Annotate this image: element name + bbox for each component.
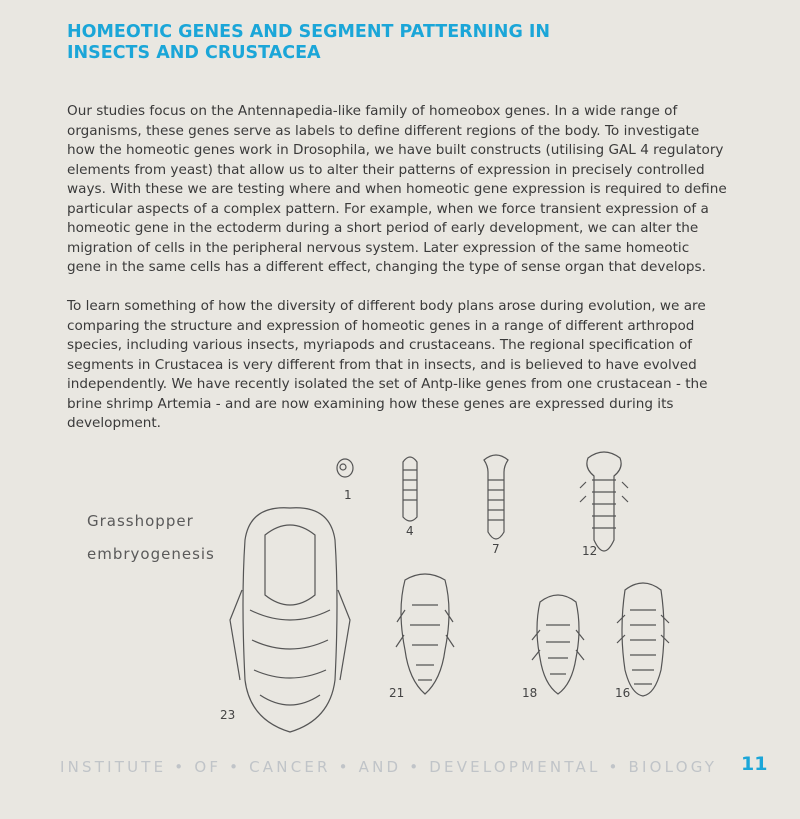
- figure-label-line-1: Grasshopper: [87, 512, 194, 530]
- stage-number-21: 21: [389, 686, 405, 700]
- embryo-stage-1-drawing: [337, 459, 353, 477]
- paragraph-2: To learn something of how the diversity of different body plans arose during evolution, we are comparing the structure and expression of homeotic genes in a range of different arthropod species, including various insects, myriapods and crustaceans. The regional specification of segments in Crustacea is very different from that in insects, and is believed to have evolved independently. We have recently isolated the set of Antp-like genes from one crustacean - the brine shrimp Artemia - and are now examining how these genes are expressed during its development.: [67, 298, 708, 431]
- embryo-stage-12-drawing: [580, 452, 628, 551]
- grasshopper-embryo-figure: [60, 440, 700, 750]
- stage-number-23: 23: [220, 708, 236, 722]
- embryo-stage-18-drawing: [532, 595, 584, 694]
- embryo-stage-7-drawing: [484, 455, 508, 539]
- embryo-stage-23-drawing: [230, 508, 350, 732]
- paragraph-1: Our studies focus on the Antennapedia-like family of homeobox genes. In a wide range of organisms, these genes serve as labels to define different regions of the body. To investigate how the homeotic genes work in Drosophila, we have built constructs (utilising GAL 4 regulatory elements from yeast) that allow us to alter their patterns of expression in precisely controlled ways. With these we are testing where and when homeotic gene expression is required to define particular aspects of a complex pattern. For example, when we force transient expression of a homeotic gene in the ectoderm during a short period of early development, we can alter the migration of cells in the peripheral nervous system. Later expression of the same homeotic gene in the same cells has a different effect, changing the type of sense organ that develops.: [67, 103, 727, 275]
- stage-number-16: 16: [615, 686, 631, 700]
- footer-institute-name: INSTITUTE • OF • CANCER • AND • DEVELOPMENTAL • BIOLOGY: [60, 758, 718, 776]
- page-title: [67, 22, 707, 64]
- title-line-2: INSECTS AND CRUSTACEA: [67, 43, 321, 63]
- embryo-drawings: [60, 440, 700, 750]
- stage-number-1: 1: [344, 488, 352, 502]
- embryo-stage-21-drawing: [396, 574, 454, 694]
- stage-number-7: 7: [492, 542, 500, 556]
- embryo-stage-4-drawing: [403, 457, 417, 521]
- stage-number-12: 12: [582, 544, 598, 558]
- embryo-stage-16-drawing: [617, 583, 669, 696]
- stage-number-4: 4: [406, 524, 414, 538]
- title-line-1: HOMEOTIC GENES AND SEGMENT PATTERNING IN: [67, 22, 551, 42]
- figure-label-line-2: embryogenesis: [87, 545, 215, 563]
- page-number: 11: [741, 753, 768, 775]
- stage-number-18: 18: [522, 686, 538, 700]
